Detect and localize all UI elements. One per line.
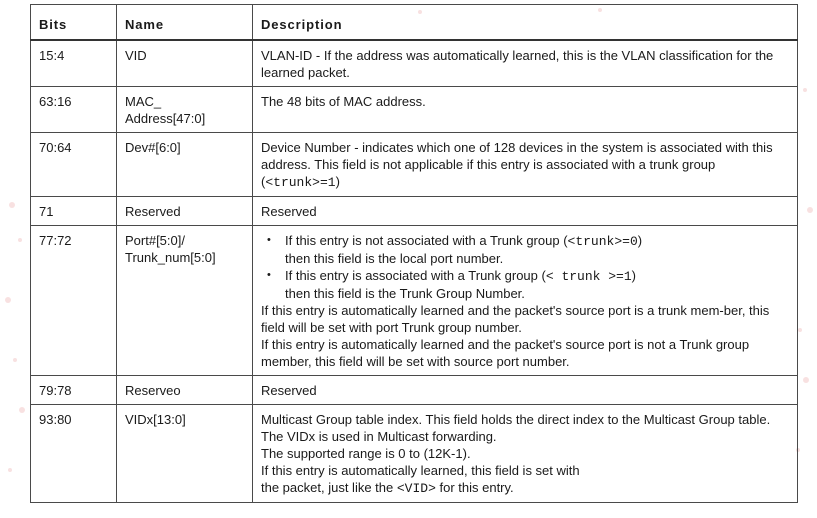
description-text: Device Number - indicates which one of 128 devices in the system is associated with this address. This field is not applicable if this entry is associated with a trunk group ( [261, 140, 773, 189]
description-text: the packet, just like the [261, 480, 397, 495]
cell-description [253, 40, 798, 87]
cell-bits: 63:16 [31, 87, 117, 133]
cell-description [253, 376, 798, 405]
bullet-tail: ) [631, 268, 637, 283]
cell-description [253, 226, 798, 376]
cell-description [253, 405, 798, 503]
description-text: The 48 bits of MAC address. [261, 94, 426, 109]
table-row [31, 405, 798, 503]
description-tail: ) [335, 174, 340, 189]
table-row [31, 197, 798, 226]
code-trunk: <trunk>=1 [265, 175, 336, 190]
cell-name: Reserved [117, 197, 253, 226]
cell-name: Reserveo [117, 376, 253, 405]
cell-name: VID [117, 40, 253, 87]
description-tail: for this entry. [435, 480, 514, 495]
cell-name: Dev#[6:0] [117, 133, 253, 197]
bullet-list [261, 232, 789, 302]
cell-bits: 93:80 [31, 405, 117, 503]
cell-bits: 71 [31, 197, 117, 226]
cell-bits: 79:78 [31, 376, 117, 405]
description-paragraph: The supported range is 0 to (12K-1). [261, 446, 471, 461]
bullet-text: If this entry is associated with a Trunk group ( [285, 268, 546, 283]
bullet-line2: then this field is the Trunk Group Number. [285, 286, 525, 301]
bullet-text: If this entry is not associated with a Trunk group ( [285, 233, 568, 248]
table-header-row [31, 5, 798, 41]
description-text: Reserved [261, 204, 317, 219]
description-paragraph: If this entry is automatically learned and the packet's source port is not a Trunk group member, this field will be set with source port number. [261, 337, 750, 369]
code-trunk: <trunk>=0 [567, 234, 638, 249]
cell-name: VIDx[13:0] [117, 405, 253, 503]
cell-bits: 70:64 [31, 133, 117, 197]
header-name: Name [117, 5, 253, 41]
table-row [31, 133, 798, 197]
table-row [31, 40, 798, 87]
bullet-tail: ) [637, 233, 643, 248]
cell-description [253, 133, 798, 197]
register-field-table [30, 4, 798, 503]
bullet-item [285, 267, 789, 302]
cell-name: Port#[5:0]/ Trunk_num[5:0] [117, 226, 253, 376]
description-paragraph [261, 479, 789, 497]
table-row [31, 226, 798, 376]
cell-description [253, 197, 798, 226]
cell-bits: 77:72 [31, 226, 117, 376]
description-text: Reserved [261, 383, 317, 398]
bullet-item [285, 232, 789, 267]
table-row [31, 376, 798, 405]
cell-name: MAC_ Address[47:0] [117, 87, 253, 133]
header-bits: Bits [31, 5, 117, 41]
cell-bits: 15:4 [31, 40, 117, 87]
cell-description [253, 87, 798, 133]
description-paragraph: If this entry is automatically learned, this field is set with [261, 463, 580, 478]
code-trunk: < trunk >=1 [545, 269, 632, 284]
table-row [31, 87, 798, 133]
code-vid: <VID> [396, 481, 436, 496]
bullet-line2: then this field is the local port number. [285, 251, 504, 266]
header-description: Description [253, 5, 798, 41]
description-paragraph: If this entry is automatically learned and the packet's source port is a trunk mem-ber, this field will be set with port Trunk group number. [261, 303, 770, 335]
description-text: VLAN-ID - If the address was automatically learned, this is the VLAN classification for the learned packet. [261, 48, 774, 80]
description-paragraph: Multicast Group table index. This field holds the direct index to the Multicast Group table. The VIDx is used in Multicast forwarding. [261, 412, 771, 444]
